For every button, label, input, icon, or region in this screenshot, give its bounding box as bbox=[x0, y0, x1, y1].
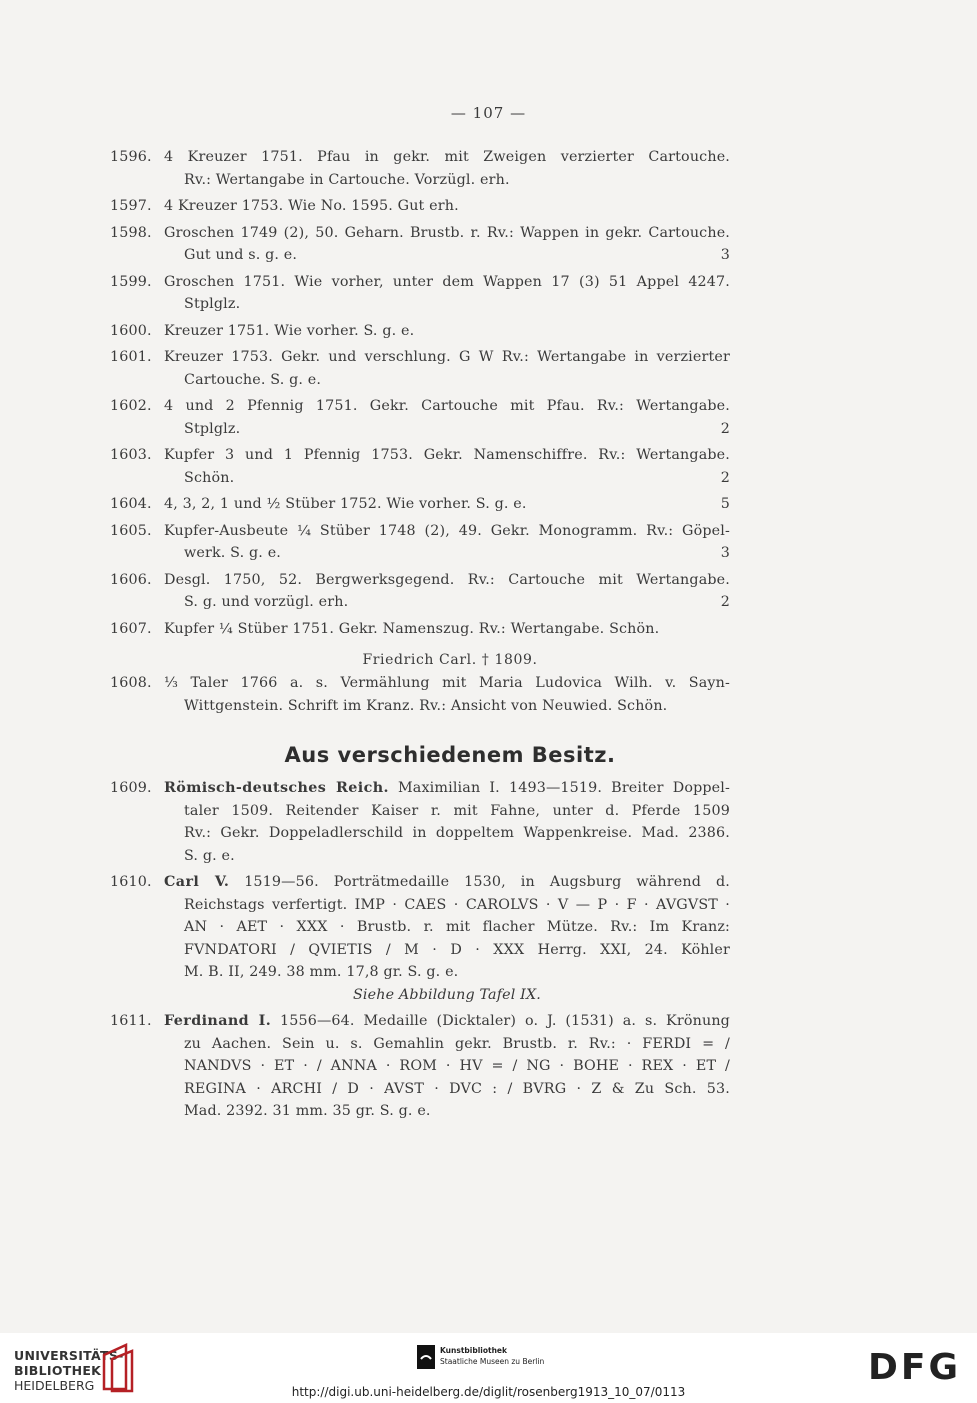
entry-text: Kupfer-Ausbeute ¼ Stüber 1748 (2), 49. Gekr. Monogramm. Rv.: Göpel- bbox=[164, 522, 730, 539]
entry-heading: Carl V. bbox=[164, 874, 230, 890]
entry-number: 1602. bbox=[110, 398, 152, 414]
entry-number: 1610. bbox=[110, 874, 152, 890]
entry-number: 1599. bbox=[110, 273, 152, 290]
entry-text: 4, 3, 2, 1 und ½ Stüber 1752. Wie vorher. S. g. e. bbox=[164, 496, 527, 512]
entry-continuation: Cartouche. S. g. e. bbox=[184, 371, 322, 388]
entry-line: M. B. II, 249. 38 mm. 17,8 gr. S. g. e. bbox=[184, 964, 459, 980]
entry-line: AN · AET · XXX · Brustb. r. mit flacher Mütze. Rv.: Im Kranz: bbox=[184, 919, 730, 935]
entry-line: REGINA · ARCHI / D · AVST · DVC : / BVRG · Z & Zu Sch. 53. bbox=[184, 1080, 730, 1097]
entry-1609 bbox=[110, 777, 730, 867]
entry-text: ⅓ Taler 1766 a. s. Vermählung mit Maria Ludovica Wilh. v. Sayn- bbox=[164, 675, 730, 691]
entry-1602 bbox=[110, 395, 730, 440]
entry-number: 1608. bbox=[110, 675, 152, 691]
entry-1607 bbox=[110, 618, 730, 641]
entry-heading: Ferdinand I. bbox=[164, 1013, 272, 1029]
entry-continuation: Schön. bbox=[184, 469, 235, 486]
entry-1599 bbox=[110, 271, 730, 316]
entry-line: S. g. e. bbox=[184, 847, 235, 864]
section-title: Aus verschiedenem Besitz. bbox=[284, 743, 616, 767]
entry-text: Kupfer ¼ Stüber 1751. Gekr. Namenszug. Rv.: Wertangabe. Schön. bbox=[164, 620, 660, 637]
entry-1604 bbox=[110, 493, 730, 516]
entry-number: 1604. bbox=[110, 496, 152, 512]
entry-price: 2 bbox=[720, 420, 730, 437]
entry-text: Kreuzer 1753. Gekr. und verschlung. G W Rv.: Wertangabe in verzierter bbox=[164, 349, 730, 365]
entry-continuation: Gut und s. g. e. bbox=[184, 247, 298, 263]
kunstbibliothek-label bbox=[440, 1345, 544, 1367]
entry-heading: Römisch-deutsches Reich. bbox=[164, 780, 389, 796]
entry-line: taler 1509. Reitender Kaiser r. mit Fahne, unter d. Pferde 1509 bbox=[184, 802, 730, 819]
entry-number: 1609. bbox=[110, 780, 152, 796]
entry-line: Reichstags verfertigt. IMP · CAES · CAROLVS · V — P · F · AVGVST · bbox=[184, 896, 730, 913]
entry-line: Rv.: Gekr. Doppeladlerschild in doppeltem Wappenkreise. Mad. 2386. bbox=[184, 825, 730, 841]
entry-1603 bbox=[110, 444, 730, 489]
entry-text: 1556—64. Medaille (Dicktaler) o. J. (1531) a. s. Krönung bbox=[279, 1013, 730, 1029]
kunstbibliothek-logo-icon bbox=[417, 1345, 435, 1369]
entry-continuation: Wittgenstein. Schrift im Kranz. Rv.: Ansicht von Neuwied. Schön. bbox=[184, 697, 668, 714]
entry-text: 4 Kreuzer 1751. Pfau in gekr. mit Zweigen verzierter Cartouche. bbox=[164, 149, 730, 165]
entry-first-line bbox=[164, 777, 730, 800]
entry-number: 1600. bbox=[110, 322, 152, 339]
entry-1598 bbox=[110, 222, 730, 267]
ub-line3: HEIDELBERG bbox=[14, 1378, 95, 1393]
entry-text: Maximilian I. 1493—1519. Breiter Doppel- bbox=[398, 780, 730, 796]
entry-text: Kupfer 3 und 1 Pfennig 1753. Gekr. Namenschiffre. Rv.: Wertangabe. bbox=[164, 447, 730, 463]
entry-continuation: Stplglz. bbox=[184, 296, 241, 312]
subheading-friedrich-carl: Friedrich Carl. † 1809. bbox=[362, 652, 538, 668]
entry-continuation: Rv.: Wertangabe in Cartouche. Vorzügl. erh. bbox=[184, 171, 510, 188]
ub-line1: UNIVERSITÄTS- bbox=[14, 1348, 124, 1363]
entry-text: Groschen 1751. Wie vorher, unter dem Wappen 17 (3) 51 Appel 4247. bbox=[164, 273, 730, 290]
entry-number: 1607. bbox=[110, 620, 152, 637]
entry-text: 1519—56. Porträtmedaille 1530, in Augsburg während d. bbox=[244, 874, 730, 890]
entry-number: 1603. bbox=[110, 447, 152, 463]
page-number: — 107 — bbox=[450, 104, 527, 122]
entry-text: Kreuzer 1751. Wie vorher. S. g. e. bbox=[164, 322, 415, 339]
entry-number: 1611. bbox=[110, 1013, 152, 1029]
entry-text: 4 und 2 Pfennig 1751. Gekr. Cartouche mit Pfau. Rv.: Wertangabe. bbox=[164, 398, 730, 414]
entry-1597 bbox=[110, 195, 730, 218]
catalog-entries bbox=[110, 146, 730, 1127]
entry-first-line bbox=[164, 871, 730, 894]
entry-first-line bbox=[164, 1010, 730, 1033]
entry-line: NANDVS · ET · / ANNA · ROM · HV = / NG · BOHE · REX · ET / bbox=[184, 1058, 730, 1074]
kb-line1: Kunstbibliothek bbox=[440, 1346, 508, 1355]
dfg-logo: DFG bbox=[867, 1347, 961, 1388]
entry-text: Desgl. 1750, 52. Bergwerksgegend. Rv.: Cartouche mit Wertangabe. bbox=[164, 571, 730, 588]
entry-number: 1596. bbox=[110, 149, 152, 165]
entry-number: 1605. bbox=[110, 522, 152, 539]
kb-line2: Staatliche Museen zu Berlin bbox=[440, 1357, 545, 1366]
entry-line: FVNDATORI / QVIETIS / M · D · XXX Herrg. XXI, 24. Köhler bbox=[184, 941, 730, 958]
entry-price: 2 bbox=[720, 469, 730, 486]
entry-1610 bbox=[110, 871, 730, 1006]
entry-price: 2 bbox=[720, 594, 730, 610]
entry-1596 bbox=[110, 146, 730, 191]
ub-line2: BIBLIOTHEK bbox=[14, 1363, 102, 1378]
footer-bar bbox=[0, 1333, 977, 1403]
entry-text: 4 Kreuzer 1753. Wie No. 1595. Gut erh. bbox=[164, 198, 459, 214]
entry-continuation: S. g. und vorzügl. erh. bbox=[184, 594, 349, 610]
entry-1601 bbox=[110, 346, 730, 391]
entry-1608 bbox=[110, 672, 730, 717]
entry-number: 1598. bbox=[110, 224, 152, 241]
plate-reference: Siehe Abbildung Tafel IX. bbox=[352, 986, 542, 1003]
permalink-url[interactable]: http://digi.ub.uni-heidelberg.de/diglit/rosenberg1913_10_07/0113 bbox=[291, 1385, 686, 1399]
entry-1605 bbox=[110, 520, 730, 565]
entry-continuation: werk. S. g. e. bbox=[184, 545, 282, 561]
entry-number: 1601. bbox=[110, 349, 152, 365]
entry-line: zu Aachen. Sein u. s. Gemahlin gekr. Brustb. r. Rv.: · FERDI = / bbox=[184, 1035, 730, 1052]
entry-price: 5 bbox=[720, 496, 730, 512]
entry-price: 3 bbox=[720, 247, 730, 263]
entry-1606 bbox=[110, 569, 730, 614]
entry-1611 bbox=[110, 1010, 730, 1123]
entry-text: Groschen 1749 (2), 50. Geharn. Brustb. r. Rv.: Wappen in gekr. Cartouche. bbox=[164, 224, 730, 241]
entry-line: Mad. 2392. 31 mm. 35 gr. S. g. e. bbox=[184, 1103, 431, 1119]
entry-number: 1597. bbox=[110, 198, 152, 214]
entry-number: 1606. bbox=[110, 571, 152, 588]
entry-1600 bbox=[110, 320, 730, 343]
entry-price: 3 bbox=[720, 545, 730, 561]
entry-continuation: Stplglz. bbox=[184, 420, 241, 437]
